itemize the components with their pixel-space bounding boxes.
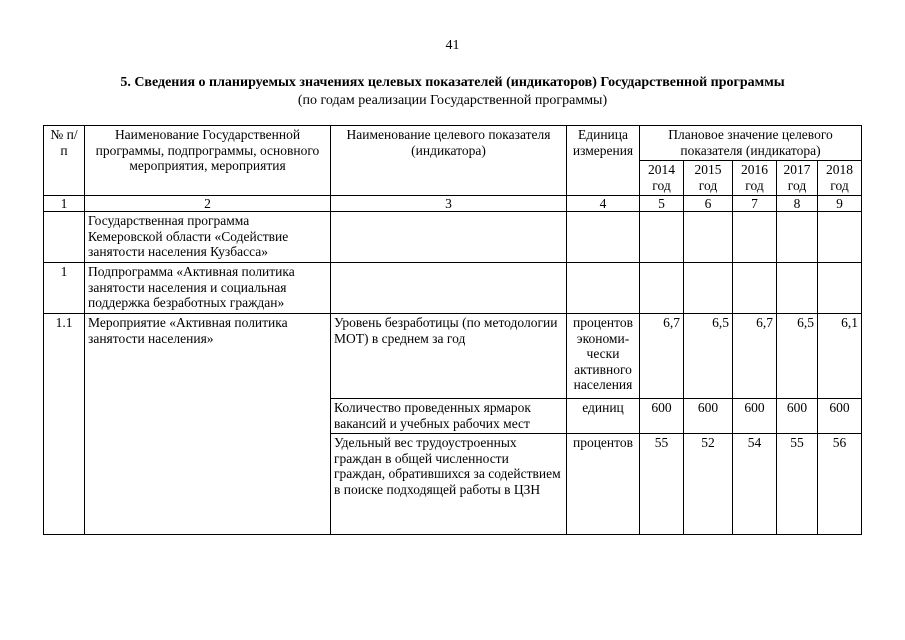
header-unit: Единица измерения — [567, 126, 640, 196]
indicator-name: Удельный вес трудоустроенных граждан в общей численности граждан, обратившихся за содействием в поиске подходящей работы в ЦЗН — [331, 434, 567, 535]
indicator-value: 6,5 — [684, 314, 733, 399]
indicator-name: Уровень безработицы (по методологии МОТ) в среднем за год — [331, 314, 567, 399]
column-number: 5 — [640, 196, 684, 212]
column-number-row — [44, 196, 862, 212]
column-number: 4 — [567, 196, 640, 212]
indicator-value: 55 — [777, 434, 818, 535]
indicator-name: Количество проведенных ярмарок вакансий и учебных рабочих мест — [331, 399, 567, 434]
indicator-value: 54 — [733, 434, 777, 535]
indicator-value: 600 — [777, 399, 818, 434]
indicator-value: 52 — [684, 434, 733, 535]
indicators-table — [43, 125, 862, 535]
header-year: 2016 год — [733, 161, 777, 196]
row-measure-name: Мероприятие «Активная политика занятости населения» — [85, 314, 331, 535]
section-title: 5. Сведения о планируемых значениях целевых показателей (индикаторов) Государственной программы — [120, 75, 785, 90]
row-subprogram-name: Подпрограмма «Активная политика занятости населения и социальная поддержка безработных граждан» — [85, 263, 331, 314]
section-subtitle: (по годам реализации Государственной программы) — [297, 93, 608, 108]
indicator-unit: процентов — [567, 434, 640, 535]
indicator-value: 55 — [640, 434, 684, 535]
column-number: 3 — [331, 196, 567, 212]
indicator-value: 6,7 — [640, 314, 684, 399]
header-year: 2015 год — [684, 161, 733, 196]
indicator-value: 6,1 — [818, 314, 862, 399]
indicator-unit: процентов экономи-чески активного населения — [567, 314, 640, 399]
header-year: 2018 год — [818, 161, 862, 196]
table-header-row — [44, 126, 862, 161]
column-number: 1 — [44, 196, 85, 212]
row-num: 1.1 — [44, 314, 85, 535]
column-number: 9 — [818, 196, 862, 212]
indicator-value: 6,5 — [777, 314, 818, 399]
row-program-name: Государственная программа Кемеровской области «Содействие занятости населения Кузбасса» — [85, 212, 331, 263]
column-number: 8 — [777, 196, 818, 212]
row-num — [44, 212, 85, 263]
table-row-program — [44, 212, 862, 263]
row-num: 1 — [44, 263, 85, 314]
header-year: 2017 год — [777, 161, 818, 196]
table-row-subprogram — [44, 263, 862, 314]
indicator-value: 600 — [640, 399, 684, 434]
page-number: 41 — [445, 38, 460, 53]
column-number: 7 — [733, 196, 777, 212]
table-row-measure — [44, 314, 862, 399]
column-number: 2 — [85, 196, 331, 212]
indicator-value: 600 — [818, 399, 862, 434]
header-year: 2014 год — [640, 161, 684, 196]
header-planned: Плановое значение целевого показателя (индикатора) — [640, 126, 862, 161]
header-indicator: Наименование целевого показателя (индикатора) — [331, 126, 567, 196]
indicator-value: 600 — [684, 399, 733, 434]
header-num: № п/п — [44, 126, 85, 196]
header-program: Наименование Государственной программы, подпрограммы, основного мероприятия, мероприятия — [85, 126, 331, 196]
column-number: 6 — [684, 196, 733, 212]
indicator-value: 600 — [733, 399, 777, 434]
indicator-value: 56 — [818, 434, 862, 535]
indicator-value: 6,7 — [733, 314, 777, 399]
indicator-unit: единиц — [567, 399, 640, 434]
